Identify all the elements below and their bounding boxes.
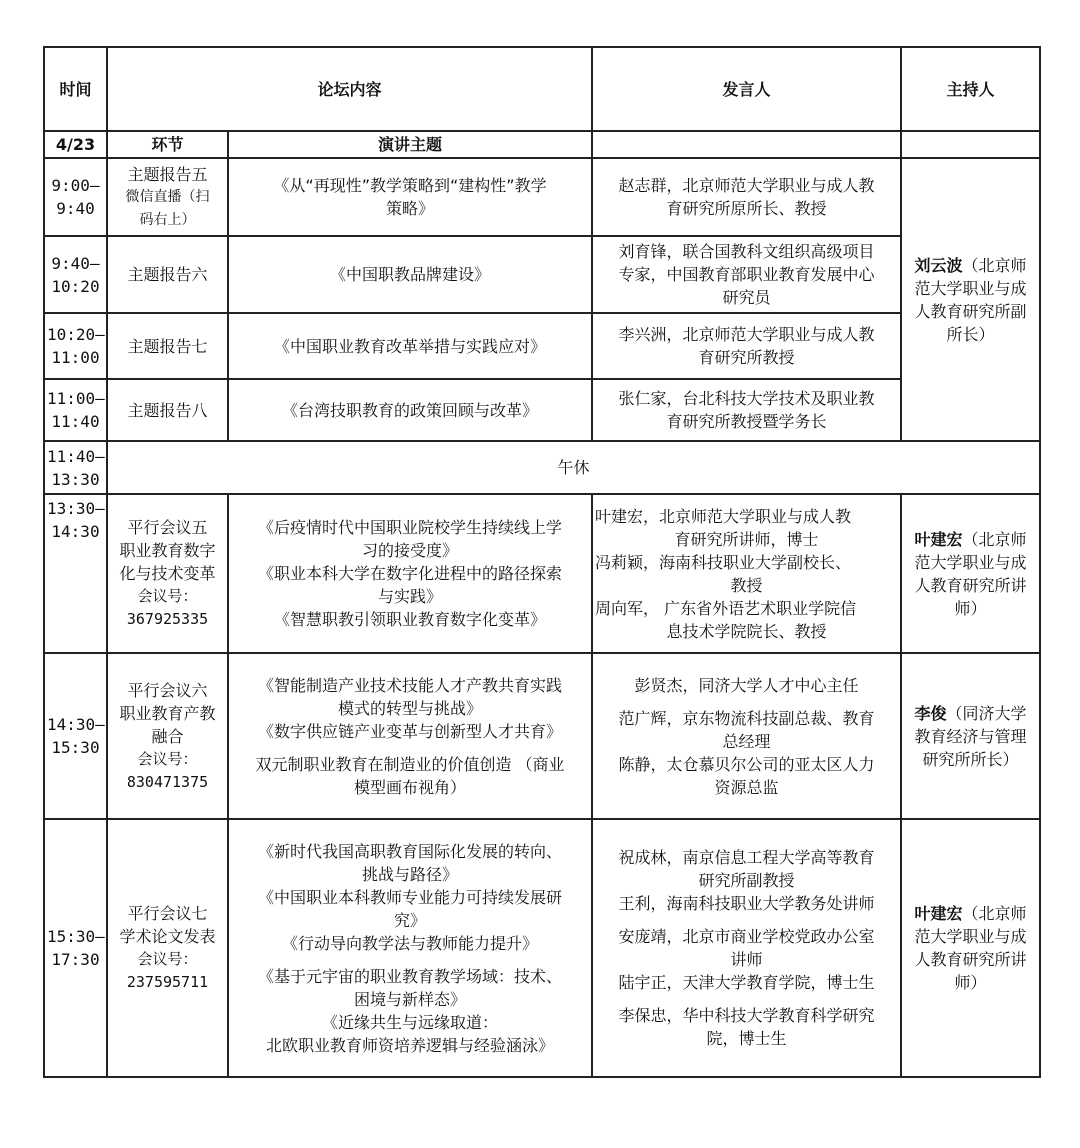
header-row xyxy=(44,47,1040,131)
header-time: 时间 xyxy=(44,47,107,131)
topic-cell: 《台湾技职教育的政策回顾与改革》 xyxy=(228,379,592,441)
speaker-cell: 彭贤杰，同济大学人才中心主任 范广辉，京东物流科技副总裁、教育 总经理 陈静，太仓慕贝尔公司的亚太区人力 资源总监 xyxy=(592,653,901,819)
meeting-number-label: 会议号： xyxy=(137,587,198,605)
header-content: 论坛内容 xyxy=(107,47,592,131)
host-cell: 叶建宏（北京师 范大学职业与成 人教育研究所讲 师） xyxy=(901,819,1040,1077)
speaker-cell: 赵志群，北京师范大学职业与成人教 育研究所原所长、教授 xyxy=(592,158,901,236)
segment-cell: 平行会议五 职业教育数字 化与技术变革 会议号： 367925335 xyxy=(107,494,228,653)
subheader-host-blank xyxy=(901,131,1040,158)
subheader-segment: 环节 xyxy=(107,131,228,158)
segment-cell: 平行会议七 学术论文发表 会议号： 237595711 xyxy=(107,819,228,1077)
topic-cell: 《智能制造产业技术技能人才产教共育实践 模式的转型与挑战》 《数字供应链产业变革与创新型人才共育》 双元制职业教育在制造业的价值创造 （商业 模型画布视角） xyxy=(228,653,592,819)
time-cell: 11:40– 13:30 xyxy=(44,441,107,494)
time-cell: 14:30– 15:30 xyxy=(44,653,107,819)
header-host: 主持人 xyxy=(901,47,1040,131)
speaker-cell: 张仁家，台北科技大学技术及职业教 育研究所教授暨学务长 xyxy=(592,379,901,441)
speaker-cell: 叶建宏，北京师范大学职业与成人教 育研究所讲师，博士 冯莉颖，海南科技职业大学副校长、 教授 周向军， 广东省外语艺术职业学院信 息技术学院院长、教授 xyxy=(592,494,901,653)
time-cell: 10:20– 11:00 xyxy=(44,313,107,379)
time-cell: 11:00– 11:40 xyxy=(44,379,107,441)
header-speaker: 发言人 xyxy=(592,47,901,131)
meeting-number: 237595711 xyxy=(126,973,209,991)
subheader-speaker-blank xyxy=(592,131,901,158)
table-row xyxy=(44,653,1040,819)
table-row xyxy=(44,379,1040,441)
topic-cell: 《中国职教品牌建设》 xyxy=(228,236,592,313)
host-cell: 李俊（同济大学 教育经济与管理 研究所所长） xyxy=(901,653,1040,819)
speaker-cell: 刘育锋，联合国教科文组织高级项目 专家，中国教育部职业教育发展中心 研究员 xyxy=(592,236,901,313)
meeting-number: 830471375 xyxy=(126,772,209,791)
meeting-number-label: 会议号： xyxy=(137,950,198,968)
table-row xyxy=(44,158,1040,236)
agenda-table xyxy=(43,46,1041,1078)
time-cell: 9:00– 9:40 xyxy=(44,158,107,236)
segment-cell: 平行会议六 职业教育产教 融合 会议号： 830471375 xyxy=(107,653,228,819)
lunch-label: 午休 xyxy=(107,441,1040,494)
segment-cell: 主题报告七 xyxy=(107,313,228,379)
speaker-cell: 李兴洲，北京师范大学职业与成人教 育研究所教授 xyxy=(592,313,901,379)
host-cell: 刘云波（北京师 范大学职业与成 人教育研究所副 所长） xyxy=(901,158,1040,441)
table-row xyxy=(44,494,1040,653)
segment-cell: 主题报告八 xyxy=(107,379,228,441)
time-cell: 9:40– 10:20 xyxy=(44,236,107,313)
host-cell: 叶建宏（北京师 范大学职业与成 人教育研究所讲 师） xyxy=(901,494,1040,653)
subheader-date: 4/23 xyxy=(44,131,107,158)
table-row xyxy=(44,236,1040,313)
topic-cell: 《中国职业教育改革举措与实践应对》 xyxy=(228,313,592,379)
time-cell: 13:30– 14:30 xyxy=(44,494,107,653)
lunch-row xyxy=(44,441,1040,494)
table-row xyxy=(44,819,1040,1077)
topic-cell: 《后疫情时代中国职业院校学生持续线上学 习的接受度》 《职业本科大学在数字化进程中的路径探索 与实践》 《智慧职教引领职业教育数字化变革》 xyxy=(228,494,592,653)
live-note: 微信直播（扫 xyxy=(125,188,210,205)
meeting-number-label: 会议号： xyxy=(137,749,198,768)
subheader-topic: 演讲主题 xyxy=(228,131,592,158)
table-row xyxy=(44,313,1040,379)
topic-cell: 《从“再现性”教学策略到“建构性”教学 策略》 xyxy=(228,158,592,236)
time-cell: 15:30– 17:30 xyxy=(44,819,107,1077)
segment-cell: 主题报告六 xyxy=(107,236,228,313)
topic-cell: 《新时代我国高职教育国际化发展的转向、 挑战与路径》 《中国职业本科教师专业能力可持续发展研 究》 《行动导向教学法与教师能力提升》 《基于元宇宙的职业教育教学场域：技术、 困境与新样态》 《近缘共生与远缘取道： 北欧职业教育师资培养逻辑与经验涵泳》 xyxy=(228,819,592,1077)
speaker-cell: 祝成林，南京信息工程大学高等教育 研究所副教授 王利，海南科技职业大学教务处讲师 安庞靖，北京市商业学校党政办公室 讲师 陆宇正，天津大学教育学院，博士生 李保忠，华中科技大学教育科学研究 院，博士生 xyxy=(592,819,901,1077)
meeting-number: 367925335 xyxy=(126,610,209,628)
segment-cell: 主题报告五 微信直播（扫 码右上） xyxy=(107,158,228,236)
subheader-row xyxy=(44,131,1040,158)
